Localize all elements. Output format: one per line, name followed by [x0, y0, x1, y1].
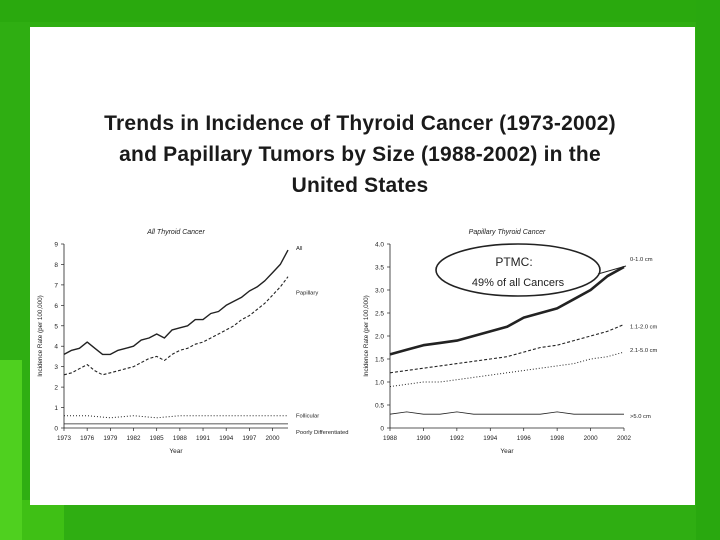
right-chart-series-5-0-cm — [390, 412, 624, 414]
right-chart-series-label-2-1-5-0-cm: 2.1-5.0 cm — [630, 348, 658, 355]
right-chart-y-tick-label: 1.0 — [374, 379, 384, 387]
slide-title-line-2: and Papillary Tumors by Size (1988-2002) in the — [119, 143, 601, 166]
chart-all-thyroid-cancer — [38, 222, 368, 470]
background-stripe-right — [696, 0, 720, 540]
left-chart-series-label-all: All — [296, 246, 303, 253]
left-chart-x-tick-label: 1982 — [126, 435, 141, 442]
slide-title-line-3: United States — [291, 174, 429, 197]
right-chart-y-tick-label: 2.5 — [374, 310, 384, 318]
left-chart-y-tick-label: 7 — [54, 282, 58, 290]
right-chart-x-tick-label: 1992 — [449, 435, 464, 442]
ptmc-annotation-text: 49% of all Cancers — [471, 277, 565, 289]
right-chart-x-tick-label: 2002 — [616, 435, 632, 442]
right-chart-y-tick-label: 2.0 — [374, 333, 384, 341]
left-chart-x-tick-label: 1994 — [219, 435, 234, 442]
right-chart-series-2-1-5-0-cm — [390, 352, 624, 387]
right-chart-title: Papillary Thyroid Cancer — [468, 229, 546, 236]
right-chart-x-tick-label: 1990 — [416, 435, 431, 442]
right-chart-series-1-1-2-0-cm — [390, 325, 624, 373]
chart-papillary-thyroid-cancer — [362, 222, 680, 470]
right-chart-x-tick-label: 1994 — [483, 435, 498, 442]
right-chart-series-label-5-0-cm: >5.0 cm — [630, 414, 651, 421]
left-chart-y-tick-label: 2 — [54, 384, 58, 392]
right-chart-y-tick-label: 3.5 — [374, 264, 384, 272]
right-chart-y-tick-label: 1.5 — [374, 356, 384, 364]
right-chart-y-tick-label: 3.0 — [374, 287, 384, 295]
right-chart-x-tick-label: 2000 — [583, 435, 598, 442]
left-chart-x-tick-label: 1979 — [103, 435, 118, 442]
right-chart-series-label-1-1-2-0-cm: 1.1-2.0 cm — [630, 324, 658, 331]
left-chart-x-tick-label: 1988 — [172, 435, 187, 442]
right-chart-x-tick-label: 1988 — [382, 435, 398, 442]
left-chart-y-tick-label: 5 — [54, 323, 58, 331]
left-chart-y-tick-label: 8 — [54, 261, 58, 269]
left-chart-series-papillary — [64, 277, 288, 375]
left-chart-series-follicular — [64, 416, 288, 418]
right-chart-y-tick-label: 0.5 — [374, 402, 384, 410]
slide-title-line-1: Trends in Incidence of Thyroid Cancer (1973-2002) — [104, 112, 616, 135]
left-chart-y-tick-label: 0 — [54, 425, 58, 433]
left-chart-series-all — [64, 250, 288, 354]
background-stripe-bottom — [22, 500, 64, 540]
left-chart-x-tick-label: 1985 — [149, 435, 164, 442]
right-chart-series-label-0-1-0-cm: 0-1.0 cm — [630, 257, 653, 263]
left-chart-x-tick-label: 1991 — [196, 435, 211, 442]
right-chart-y-tick-label: 0 — [380, 425, 384, 433]
background-stripe-top — [0, 0, 720, 22]
right-chart-x-tick-label: 1998 — [550, 435, 565, 442]
left-chart-series-label-papillary: Papillary — [296, 290, 319, 297]
left-chart-y-tick-label: 3 — [54, 364, 58, 372]
background-stripe-left — [0, 360, 22, 540]
left-chart-x-axis-label: Year — [169, 448, 183, 455]
left-chart-series-label-poorly-differentiated: Poorly Differentiated — [296, 429, 349, 436]
left-chart-x-tick-label: 1973 — [56, 435, 72, 442]
left-chart-y-tick-label: 1 — [54, 405, 58, 413]
right-chart-x-axis-label: Year — [500, 448, 514, 455]
left-chart-y-axis-label: Incidence Rate (per 100,000) — [37, 295, 44, 377]
left-chart-x-tick-label: 1997 — [242, 435, 257, 442]
left-chart-y-tick-label: 9 — [54, 241, 58, 249]
slide-title — [30, 108, 690, 201]
right-chart-x-tick-label: 1996 — [516, 435, 531, 442]
left-chart-y-tick-label: 6 — [54, 302, 58, 310]
left-chart-y-tick-label: 4 — [54, 343, 58, 351]
right-chart-y-axis-label: Incidence Rate (per 100,000) — [363, 295, 370, 377]
ptmc-annotation-title: PTMC: — [495, 255, 533, 269]
right-chart-y-tick-label: 4.0 — [374, 241, 384, 249]
left-chart-x-tick-label: 1976 — [80, 435, 95, 442]
left-chart-x-tick-label: 2000 — [265, 435, 280, 442]
left-chart-title: All Thyroid Cancer — [147, 229, 205, 236]
left-chart-series-label-follicular: Follicular — [296, 413, 320, 420]
